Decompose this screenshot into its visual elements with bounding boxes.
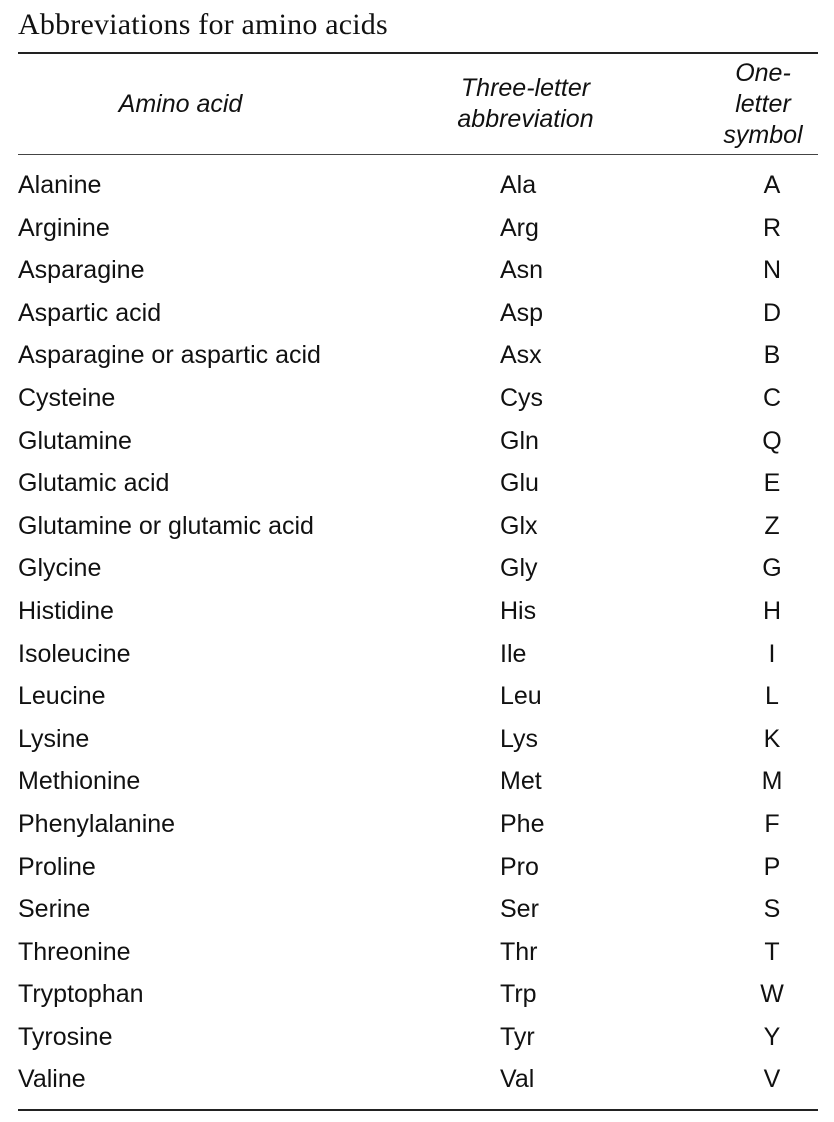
table-row: [18, 292, 818, 335]
header-row: [18, 54, 818, 154]
one-letter-symbol: I: [768, 639, 776, 668]
one-letter-symbol: B: [763, 341, 781, 370]
amino-acid-name: Asparagine or aspartic acid: [18, 341, 321, 370]
header-three-letter-line2: abbreviation: [457, 105, 594, 133]
one-letter-symbol: Q: [762, 426, 782, 455]
three-letter-code: Cys: [500, 383, 544, 412]
three-letter-code: Asp: [500, 298, 544, 327]
table-row: [18, 931, 818, 974]
amino-acid-name: Serine: [18, 895, 91, 924]
one-letter-symbol: C: [762, 383, 782, 412]
one-letter-symbol: N: [762, 256, 782, 285]
amino-acid-name: Valine: [18, 1065, 86, 1094]
three-letter-code: Gln: [500, 426, 539, 455]
table-row: [18, 334, 818, 377]
table-row: [18, 207, 818, 250]
three-letter-code: Leu: [500, 682, 542, 711]
amino-acid-name: Tyrosine: [18, 1022, 113, 1051]
amino-acid-name: Glutamine or glutamic acid: [18, 511, 314, 540]
one-letter-symbol: F: [764, 809, 780, 838]
one-letter-symbol: W: [760, 980, 784, 1009]
header-three-letter-line1: Three-letter: [460, 74, 591, 102]
amino-acid-name: Asparagine: [18, 256, 145, 285]
one-letter-symbol: K: [763, 724, 781, 753]
one-letter-symbol: P: [763, 852, 781, 881]
three-letter-code: Glx: [500, 511, 538, 540]
amino-acid-table: [18, 54, 818, 1101]
three-letter-code: Met: [500, 767, 542, 796]
three-letter-code: Phe: [500, 809, 545, 838]
header-one-letter-line2: symbol: [723, 120, 803, 149]
header-three-letter: [343, 54, 708, 154]
amino-acid-name: Histidine: [18, 596, 114, 625]
three-letter-code: Arg: [500, 213, 539, 242]
table-row: [18, 760, 818, 803]
table-row: [18, 377, 818, 420]
table-row: [18, 973, 818, 1016]
bottom-rule: [18, 1109, 818, 1111]
table-row: [18, 803, 818, 846]
table-row: [18, 718, 818, 761]
one-letter-symbol: L: [765, 682, 779, 711]
table-row: [18, 590, 818, 633]
header-one-letter: [708, 54, 818, 154]
amino-acid-name: Lysine: [18, 724, 90, 753]
one-letter-symbol: T: [764, 937, 780, 966]
three-letter-code: Val: [500, 1065, 535, 1094]
table-row: [18, 420, 818, 463]
table-row: [18, 1058, 818, 1101]
table-caption: Abbreviations for amino acids: [18, 8, 388, 41]
one-letter-symbol: G: [762, 554, 782, 583]
one-letter-symbol: H: [762, 596, 782, 625]
header-amino-acid-label: Amino acid: [118, 89, 243, 118]
three-letter-code: Ile: [500, 639, 527, 668]
three-letter-code: Gly: [500, 554, 538, 583]
amino-acid-name: Phenylalanine: [18, 809, 176, 838]
one-letter-symbol: E: [763, 469, 781, 498]
amino-acid-name: Proline: [18, 852, 96, 881]
amino-acid-name: Methionine: [18, 767, 141, 796]
three-letter-code: Thr: [500, 937, 538, 966]
amino-acid-name: Arginine: [18, 213, 110, 242]
amino-acid-name: Alanine: [18, 171, 102, 199]
amino-acid-name: Glutamic acid: [18, 469, 170, 498]
table-row: [18, 846, 818, 889]
amino-acid-name: Cysteine: [18, 383, 116, 412]
amino-acid-name: Threonine: [18, 937, 131, 966]
amino-acid-name: Glutamine: [18, 426, 132, 455]
table-row: [18, 888, 818, 931]
amino-acid-name: Isoleucine: [18, 639, 131, 668]
three-letter-code: Lys: [500, 724, 538, 753]
amino-acid-name: Aspartic acid: [18, 298, 162, 327]
amino-acid-name: Tryptophan: [18, 980, 144, 1009]
one-letter-symbol: A: [763, 171, 781, 199]
one-letter-symbol: M: [761, 767, 783, 796]
three-letter-code: Glu: [500, 469, 539, 498]
table-row: [18, 249, 818, 292]
table-row: [18, 1016, 818, 1059]
header-amino-acid: [18, 54, 343, 154]
table-body: [18, 155, 818, 1101]
one-letter-symbol: R: [762, 213, 782, 242]
one-letter-symbol: Y: [763, 1022, 781, 1051]
one-letter-symbol: D: [762, 298, 782, 327]
one-letter-symbol: Z: [764, 511, 780, 540]
header-one-letter-line1: One-letter: [735, 58, 791, 118]
one-letter-symbol: S: [763, 895, 781, 924]
three-letter-code: Asx: [500, 341, 542, 370]
amino-acid-name: Glycine: [18, 554, 102, 583]
three-letter-code: His: [500, 596, 537, 625]
three-letter-code: Ser: [500, 895, 539, 924]
table-row: [18, 505, 818, 548]
table-row: [18, 547, 818, 590]
table-row: [18, 462, 818, 505]
three-letter-code: Pro: [500, 852, 539, 881]
three-letter-code: Ala: [500, 171, 537, 199]
three-letter-code: Trp: [500, 980, 537, 1009]
amino-acid-name: Leucine: [18, 682, 106, 711]
document-page: [18, 0, 818, 1111]
three-letter-code: Asn: [500, 256, 544, 285]
table-row: [18, 155, 818, 207]
three-letter-code: Tyr: [500, 1022, 535, 1051]
one-letter-symbol: V: [763, 1065, 781, 1094]
table-row: [18, 633, 818, 676]
table-row: [18, 675, 818, 718]
